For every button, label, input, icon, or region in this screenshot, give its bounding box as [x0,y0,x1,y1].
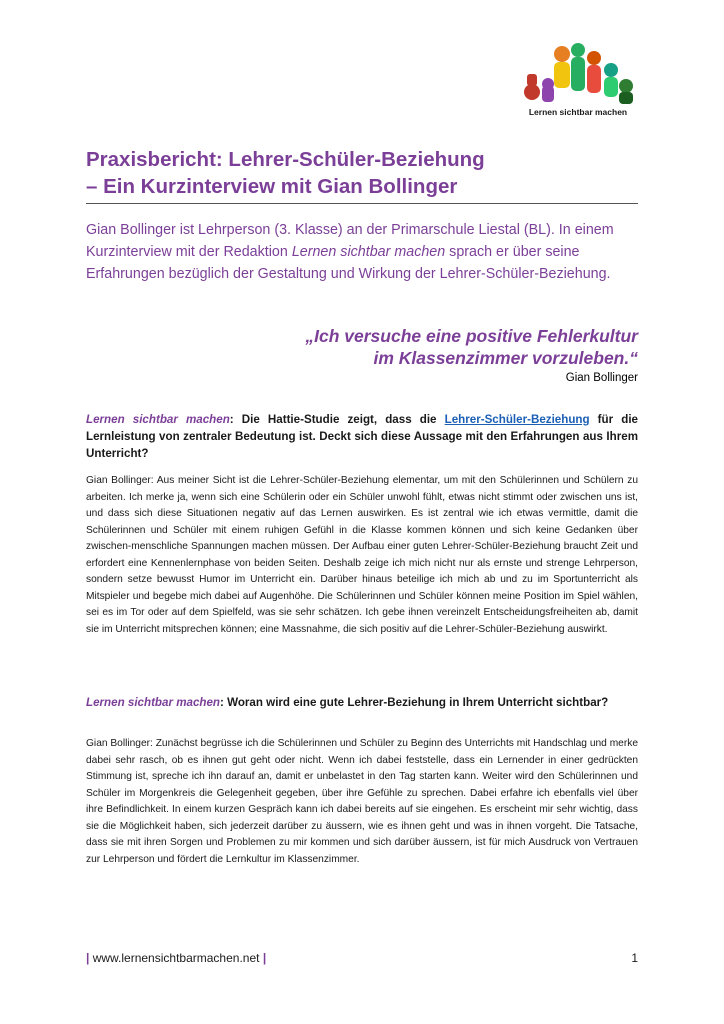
logo-figures-icon [518,40,638,106]
quote-line-1: „Ich versuche eine positive Fehlerkultur [305,326,638,346]
page-number: 1 [631,951,638,965]
intro-text-1: Gian Bollinger ist Lehrperson (3. Klasse) an der Primarschule Liestal (BL). In einem Kurzinterview mit der Redaktion [86,222,614,260]
footer-url-link[interactable]: www.lernensichtbarmachen.net [92,951,260,965]
question-1-text-a: : Die Hattie-Studie zeigt, dass die [229,413,445,426]
pull-quote [138,325,638,369]
quote-author: Gian Bollinger [565,372,638,384]
footer-bar-right: | [262,951,267,965]
logo-caption: Lernen sichtbar machen [528,107,628,117]
answer-2: Gian Bollinger: Zunächst begrüsse ich die Schülerinnen und Schüler zu Beginn des Unterrichts mit Handschlag und merke dabei sehr rasch, ob es ihnen gut geht oder nicht. Wenn ich dabei feststelle, dass ein Lernender in einer gedrückten Stimmung ist, spreche ich ihn darauf an, damit er unbelastet in den Tag starten kann. Weiter wird den Schülerinnen und Schüler im Morgenkreis die Gelegenheit gegeben, über ihre Gefühle zu sprechen. Dabei erfahre ich ebenfalls viel über ihre Befindlichkeit. In einem kurzen Gespräch kann ich dabei bereits auf sie eingehen. Es erscheint mir sehr wichtig, dass sie die Möglichkeit haben, sich jederzeit darüber zu äussern, wie es ihnen geht und was in ihnen vorgeht. Die Tatsache, dass sie mit ihren Sorgen und Problemen zu mir kommen und sich darüber äussern, ist für mich Ausdruck von Vertrauen zur Lehrperson und fördert die Lernkultur im Klassenzimmer. [86,738,638,865]
intro-text-2: sprach er über seine Erfahrungen bezüglich der Gestaltung und Wirkung der Lehrer-Schüler-Beziehung. [86,244,611,282]
intro-italic: Lernen sichtbar machen [291,244,446,260]
question-1 [86,411,638,462]
question-1-text-b: für die Lernleistung von zentraler Bedeutung ist. Deckt sich diese Aussage mit den Erfahrungen aus Ihrem Unterricht? [86,413,638,460]
answer-1: Gian Bollinger: Aus meiner Sicht ist die Lehrer-Schüler-Beziehung elementar, um mit den Schülerinnen und Schülern zu arbeiten. Ich merke ja, wenn sich eine Schülerin oder ein Schüler unwohl fühlt, etwas nicht stimmt oder zwischen uns ist, und dass sich diese Situationen negativ auf das Lernen auswirken. Es ist zentral wie ich etwas vermittle, damit die Schülerinnen und Schüler mit einem ruhigen Gefühl in die Klasse kommen können und sich keine Gedanken über zwischen-menschliche Spannungen machen müssen. Der Aufbau einer guten Lehrer-Schüler-Beziehung braucht Zeit und erfordert eine Kennenlernphase von beiden Seiten. Deshalb zeige ich mich nicht nur als ernste und strenge Lehrperson, sondern setze bewusst Humor im Unterricht ein. Darüber hinaus beteilige ich mich ab und zu im Sportunterricht als Mitspieler und begebe mich dabei auf Augenhöhe. Die Schülerinnen und Schüler können meine Position im Spiel wählen, sei es im Tor oder auf dem Spielfeld, was sie sehr schätzen. Ich gebe ihnen vereinzelt Entscheidungsfreiheiten ab, damit sie im Unterricht mitsprechen können; eine Massnahme, die sich positiv auf die Lehrer-Schüler-Beziehung auswirkt. [86,475,638,635]
question-2-text: : Woran wird eine gute Lehrer-Beziehung in Ihrem Unterricht sichtbar? [220,696,609,709]
intro-paragraph [86,219,638,285]
question-2-prefix: Lernen sichtbar machen [86,696,221,709]
title-line-1: Praxisbericht: Lehrer-Schüler-Beziehung [86,148,485,171]
title-divider [86,203,638,204]
footer-website [86,951,266,965]
logo [518,40,638,120]
page-title [86,146,646,200]
lehrer-schueler-beziehung-link[interactable]: Lehrer-Schüler-Beziehung [444,413,590,426]
question-2 [86,694,638,711]
question-1-prefix: Lernen sichtbar machen [86,413,230,426]
footer-bar-left: | [86,951,90,965]
quote-line-2: im Klassenzimmer vorzuleben.“ [373,348,638,368]
title-line-2: – Ein Kurzinterview mit Gian Bollinger [86,175,458,198]
